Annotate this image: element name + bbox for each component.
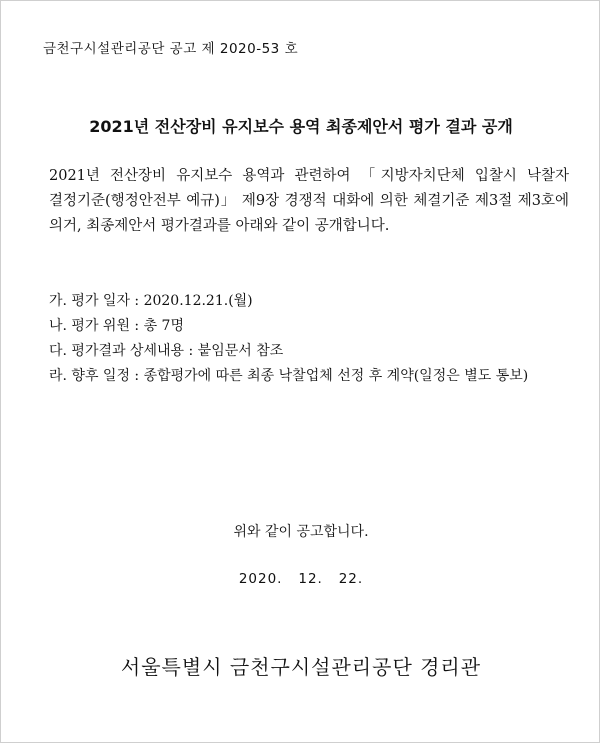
closing-statement: 위와 같이 공고합니다.: [233, 524, 369, 540]
detail-item-result-details: 다. 평가결과 상세내용 : 붙임문서 참조: [49, 343, 284, 359]
notice-number: 금천구시설관리공단 공고 제 2020-53 호: [43, 41, 299, 57]
detail-item-future-schedule: 라. 향후 일정 : 종합평가에 따른 최종 낙찰업체 선정 후 계약(일정은 별도 통보): [49, 368, 529, 384]
intro-line: 의거, 최종제안서 평가결과를 아래와 같이 공개합니다.: [49, 218, 390, 234]
intro-line: 2021년 전산장비 유지보수 용역과 관련하여 「지방자치단체 입찰시 낙찰자: [49, 168, 569, 184]
intro-line: 결정기준(행정안전부 예규)」 제9장 경쟁적 대화에 의한 체결기준 제3절 제3호에: [49, 193, 569, 209]
detail-list: [49, 289, 579, 389]
notice-date: 2020. 12. 22.: [238, 571, 364, 587]
detail-item-evaluation-date: 가. 평가 일자 : 2020.12.21.(월): [49, 293, 253, 309]
document-title: 2021년 전산장비 유지보수 용역 최종제안서 평가 결과 공개: [89, 117, 513, 136]
detail-item-evaluation-committee: 나. 평가 위원 : 총 7명: [49, 318, 184, 334]
intro-paragraph: [49, 164, 569, 239]
issuer-name: 서울특별시 금천구시설관리공단 경리관: [120, 655, 482, 679]
